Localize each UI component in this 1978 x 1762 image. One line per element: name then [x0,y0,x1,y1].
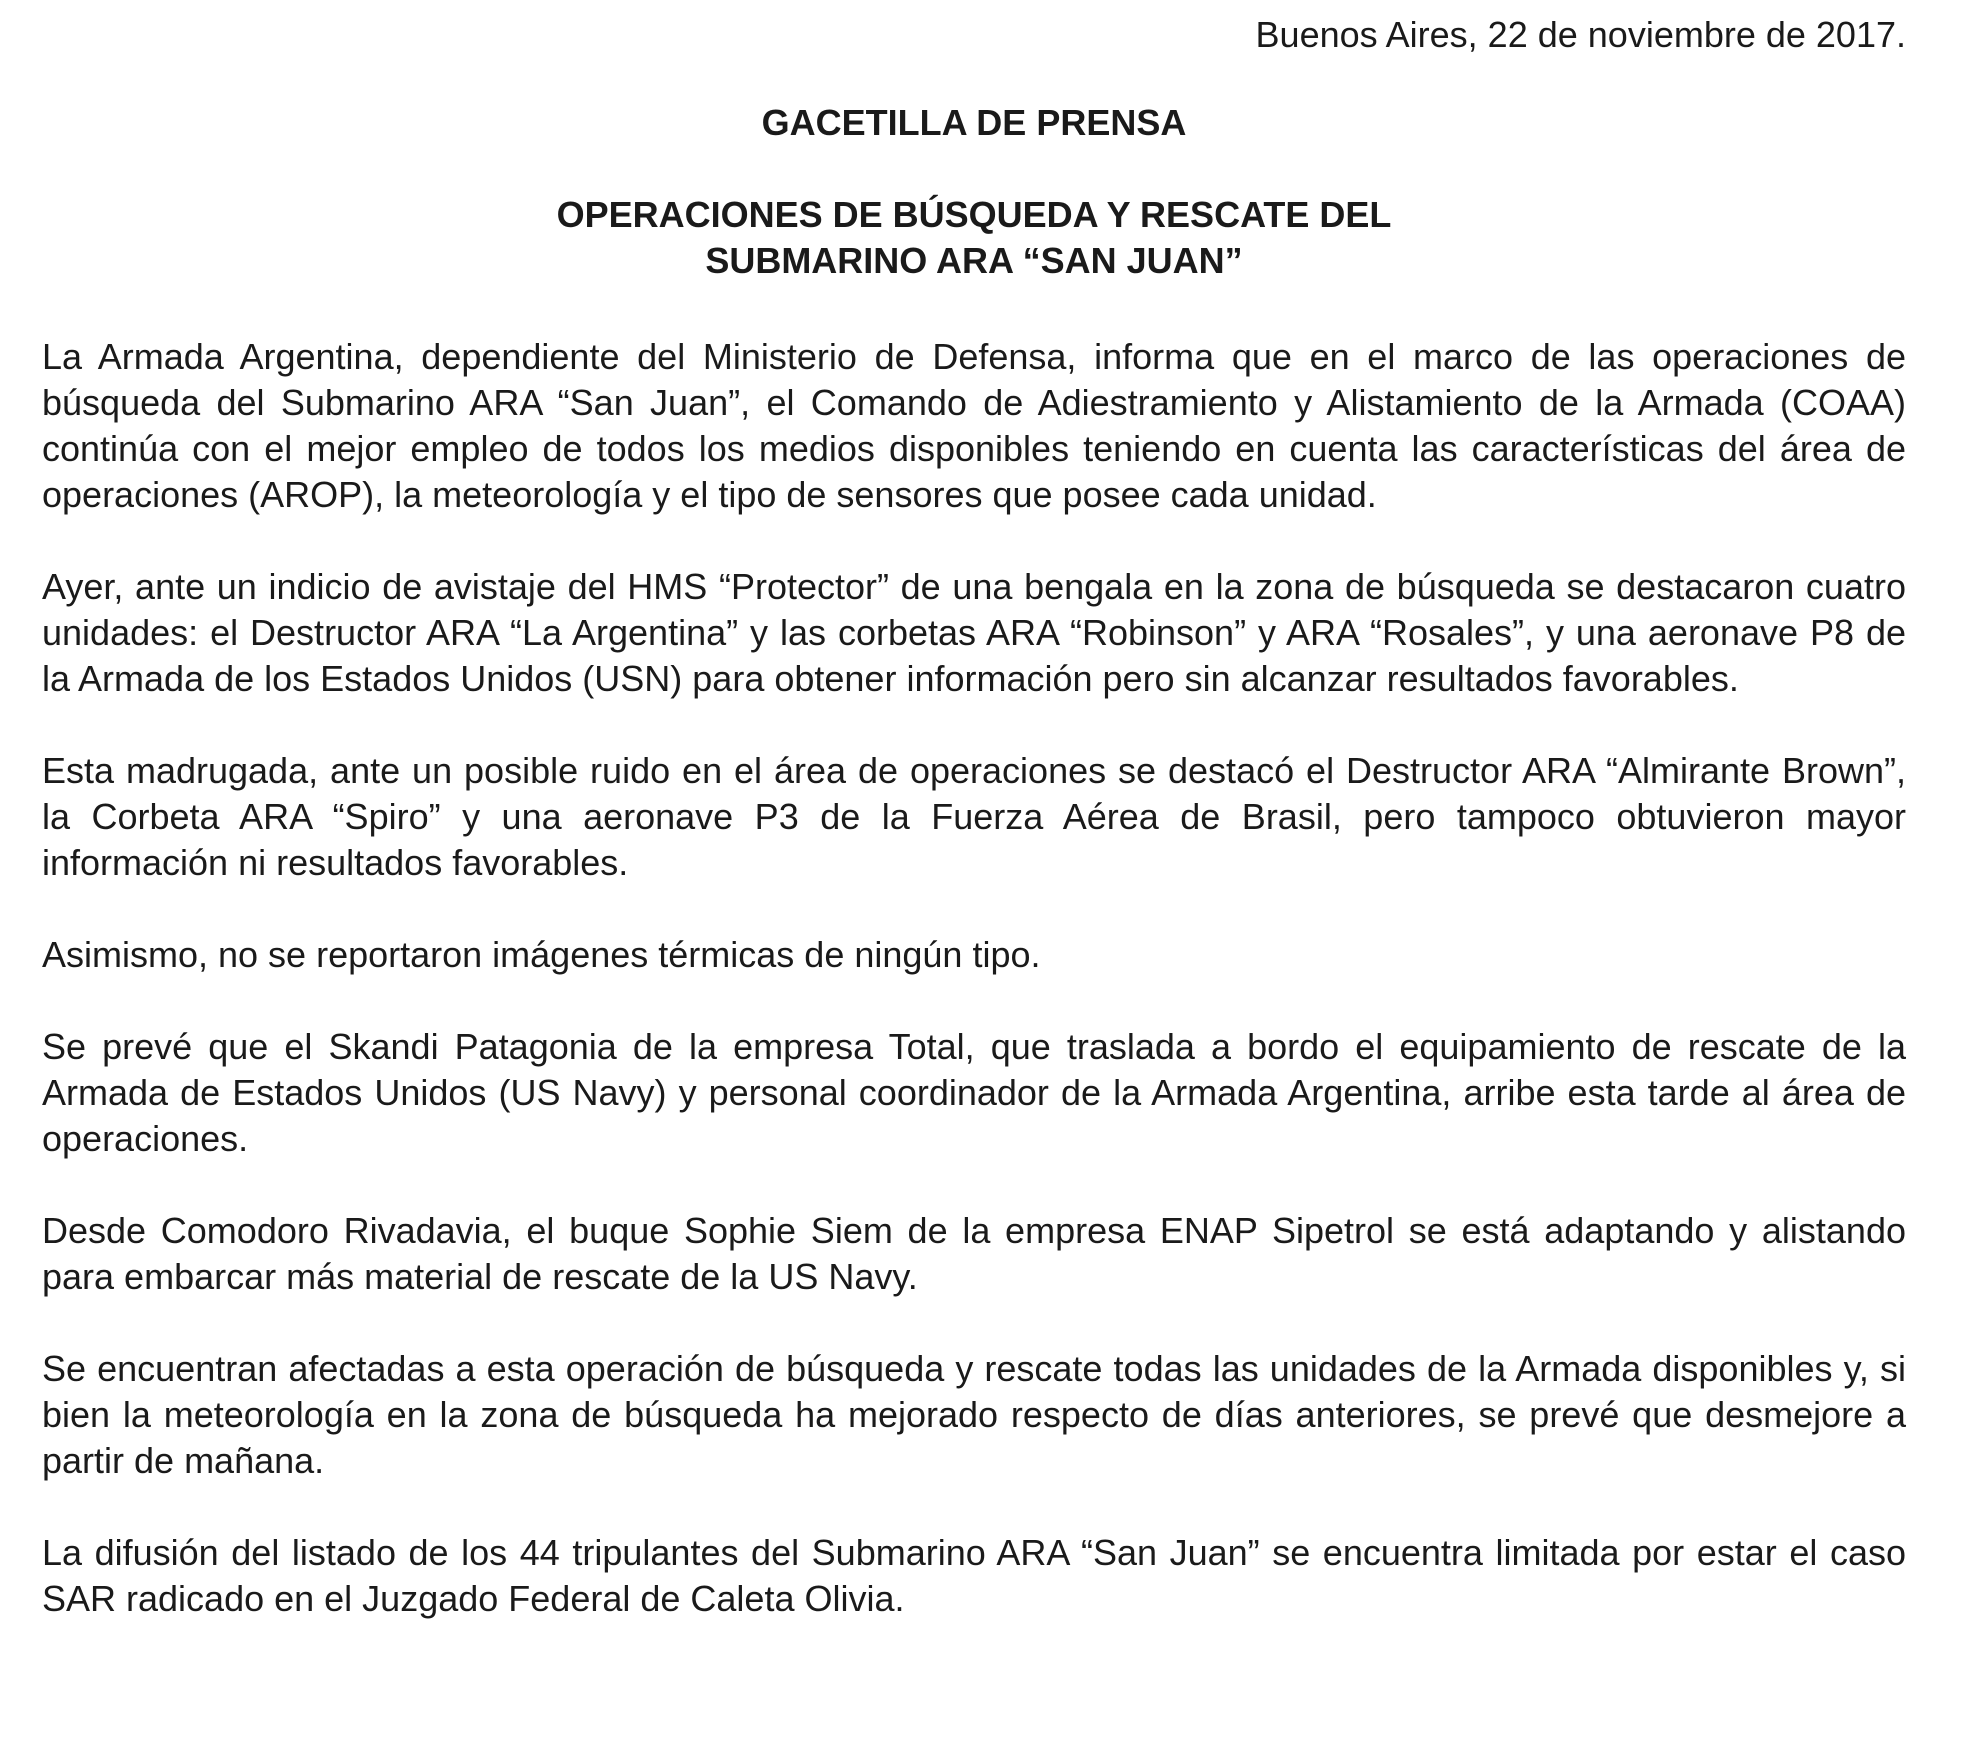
paragraph-sophie-siem: Desde Comodoro Rivadavia, el buque Sophie Siem de la empresa ENAP Sipetrol se está adaptando y alistando para embarcar más material de rescate de la US Navy. [42,1210,1906,1297]
paragraph-tripulantes: La difusión del listado de los 44 tripulantes del Submarino ARA “San Juan” se encuentra limitada por estar el caso SAR radicado en el Juzgado Federal de Caleta Olivia. [42,1532,1906,1619]
headline [42,192,1906,284]
paragraph-intro: La Armada Argentina, dependiente del Ministerio de Defensa, informa que en el marco de las operaciones de búsqueda del Submarino ARA “San Juan”, el Comando de Adiestramiento y Alistamiento de la Armada (COAA) continúa con el mejor empleo de todos los medios disponibles teniendo en cuenta las características del área de operaciones (AROP), la meteorología y el tipo de sensores que posee cada unidad. [42,336,1906,515]
paragraph-bengala: Ayer, ante un indicio de avistaje del HMS “Protector” de una bengala en la zona de búsqueda se destacaron cuatro unidades: el Destructor ARA “La Argentina” y las corbetas ARA “Robinson” y ARA “Rosales”, y una aeronave P8 de la Armada de los Estados Unidos (USN) para obtener información pero sin alcanzar resultados favorables. [42,566,1906,699]
date-line: Buenos Aires, 22 de noviembre de 2017. [1255,14,1906,55]
paragraph-ruido: Esta madrugada, ante un posible ruido en el área de operaciones se destacó el Destructor ARA “Almirante Brown”, la Corbeta ARA “Spiro” y una aeronave P3 de la Fuerza Aérea de Brasil, pero tampoco obtuvieron mayor información ni resultados favorables. [42,750,1906,883]
paragraph-skandi: Se prevé que el Skandi Patagonia de la empresa Total, que traslada a bordo el equipamiento de rescate de la Armada de Estados Unidos (US Navy) y personal coordinador de la Armada Argentina, arribe esta tarde al área de operaciones. [42,1026,1906,1159]
press-release-label: GACETILLA DE PRENSA [761,102,1187,143]
paragraph-meteorologia: Se encuentran afectadas a esta operación de búsqueda y rescate todas las unidades de la Armada disponibles y, si bien la meteorología en la zona de búsqueda ha mejorado respecto de días anteriores, se prevé que desmejore a partir de mañana. [42,1348,1906,1481]
body-text [42,334,1906,1668]
paragraph-termicas: Asimismo, no se reportaron imágenes térmicas de ningún tipo. [42,934,1041,975]
headline-line-2: SUBMARINO ARA “SAN JUAN” [705,240,1243,281]
headline-line-1: OPERACIONES DE BÚSQUEDA Y RESCATE DEL [556,194,1392,235]
